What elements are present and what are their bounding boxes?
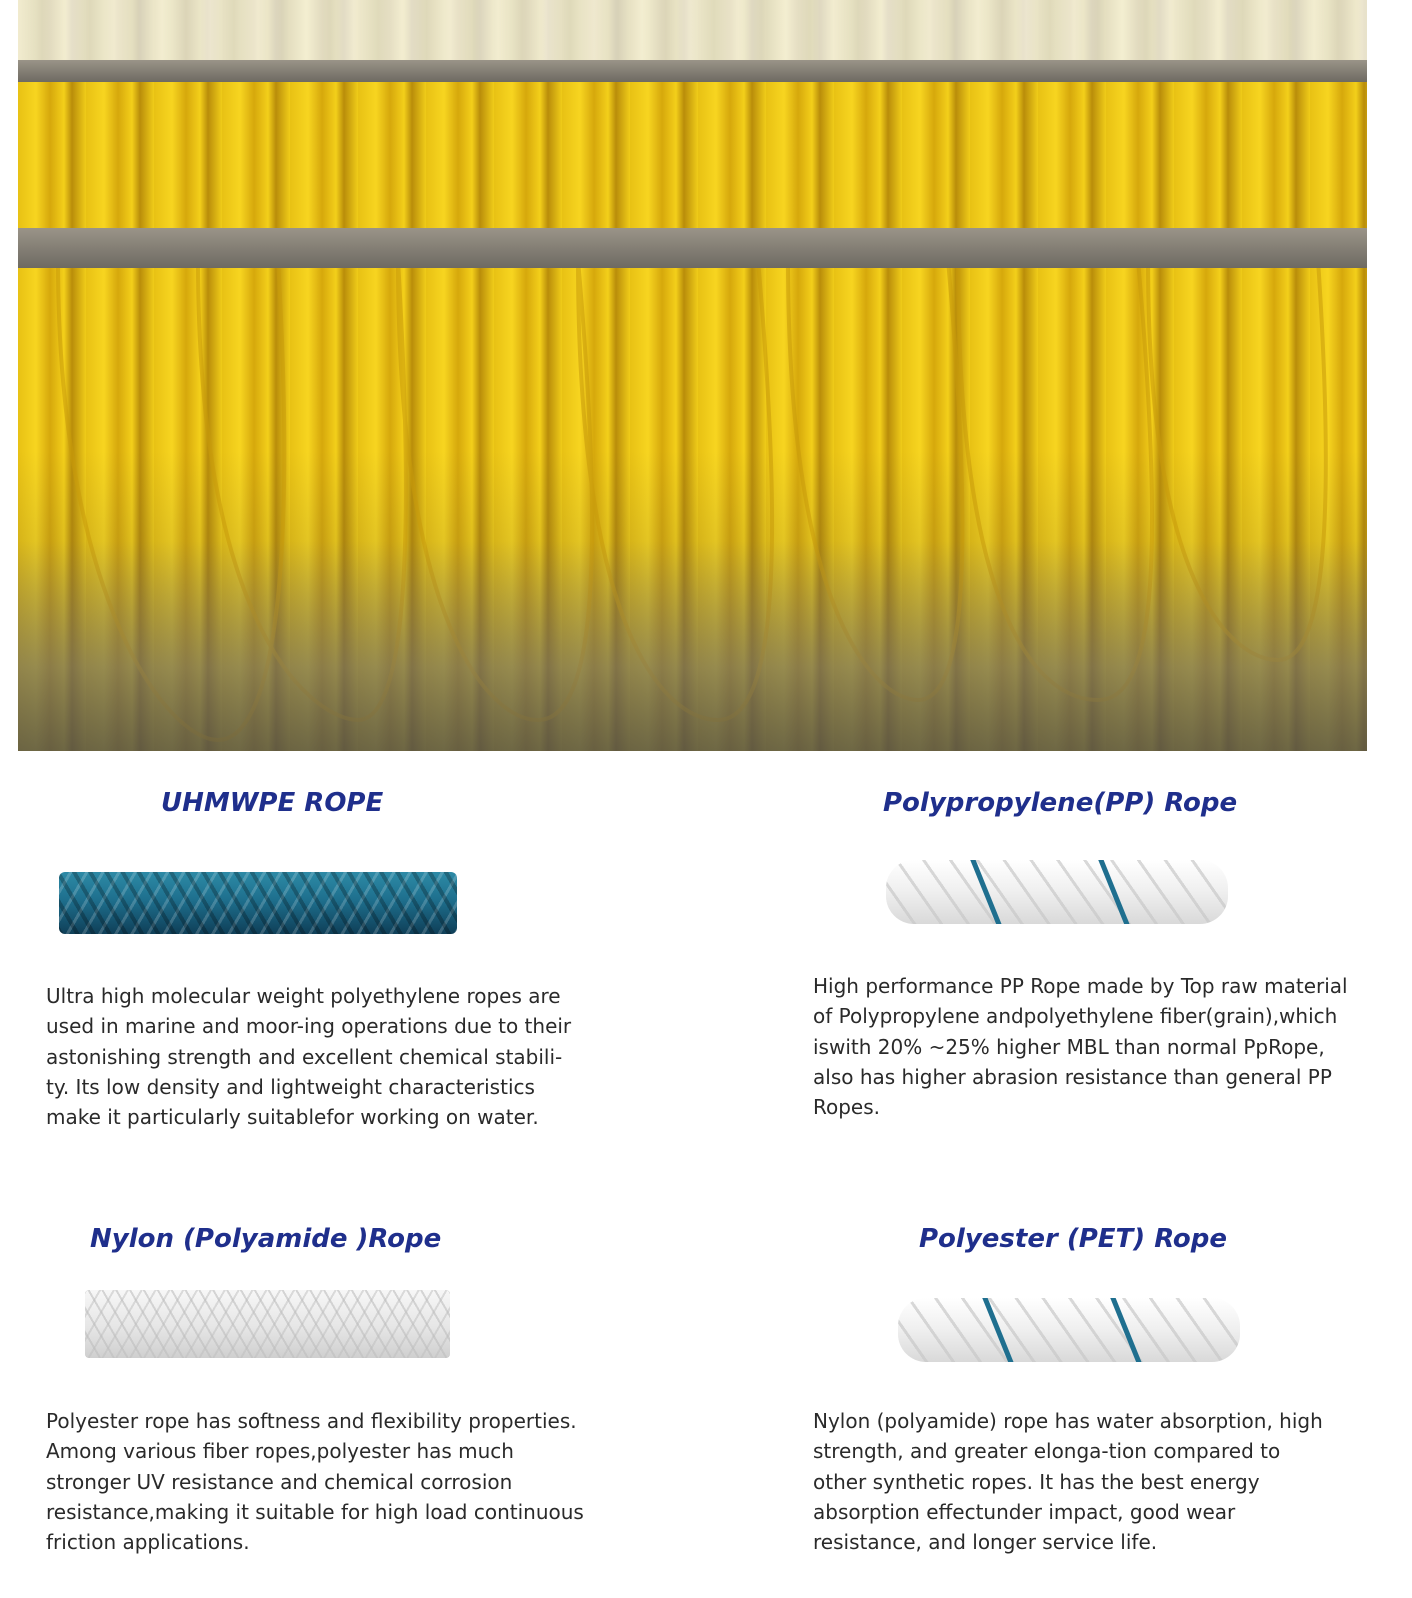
product-description: Nylon (polyamide) rope has water absorption, high strength, and greater elonga-tion compared to other synthetic ropes. It has the best energy absorption effectunder impact, good wear resistance, and longer service life. (813, 1409, 1323, 1555)
rope-marker-stripe (1098, 860, 1133, 924)
rope-marker-stripe (970, 860, 1005, 924)
product-description: Polyester rope has softness and flexibility properties. Among various fiber ropes,polyester has much stronger UV resistance and chemical corrosion resistance,making it suitable for high load continuous friction applications. (46, 1409, 584, 1555)
rope-marker-stripe (1110, 1298, 1145, 1362)
rope-marker-stripe (982, 1298, 1017, 1362)
product-title: Polyester (PET) Rope (919, 1224, 1228, 1254)
product-title: UHMWPE ROPE (161, 788, 384, 818)
rack-bar-middle (18, 228, 1367, 268)
product-description: High performance PP Rope made by Top raw material of Polypropylene andpolyethylene fiber(grain),which iswith 20% ~25% higher MBL than normal PpRope, also has higher abrasion resistance than general PP Ropes. (813, 974, 1348, 1120)
uhmwpe-rope-image (59, 872, 457, 934)
product-title: Polypropylene(PP) Rope (883, 788, 1238, 818)
pp-rope-image (886, 860, 1228, 924)
floor-shadow (18, 541, 1367, 751)
nylon-rope-image (85, 1290, 450, 1358)
product-description: Ultra high molecular weight polyethylene ropes are used in marine and moor-ing operations due to their astonishing strength and excellent chemical stabili-ty. Its low density and lightweight characteristics make it particularly suitablefor working on water. (46, 984, 572, 1130)
hero-photo (18, 0, 1367, 751)
product-title: Nylon (Polyamide )Rope (90, 1224, 442, 1254)
pet-rope-image (898, 1298, 1240, 1362)
